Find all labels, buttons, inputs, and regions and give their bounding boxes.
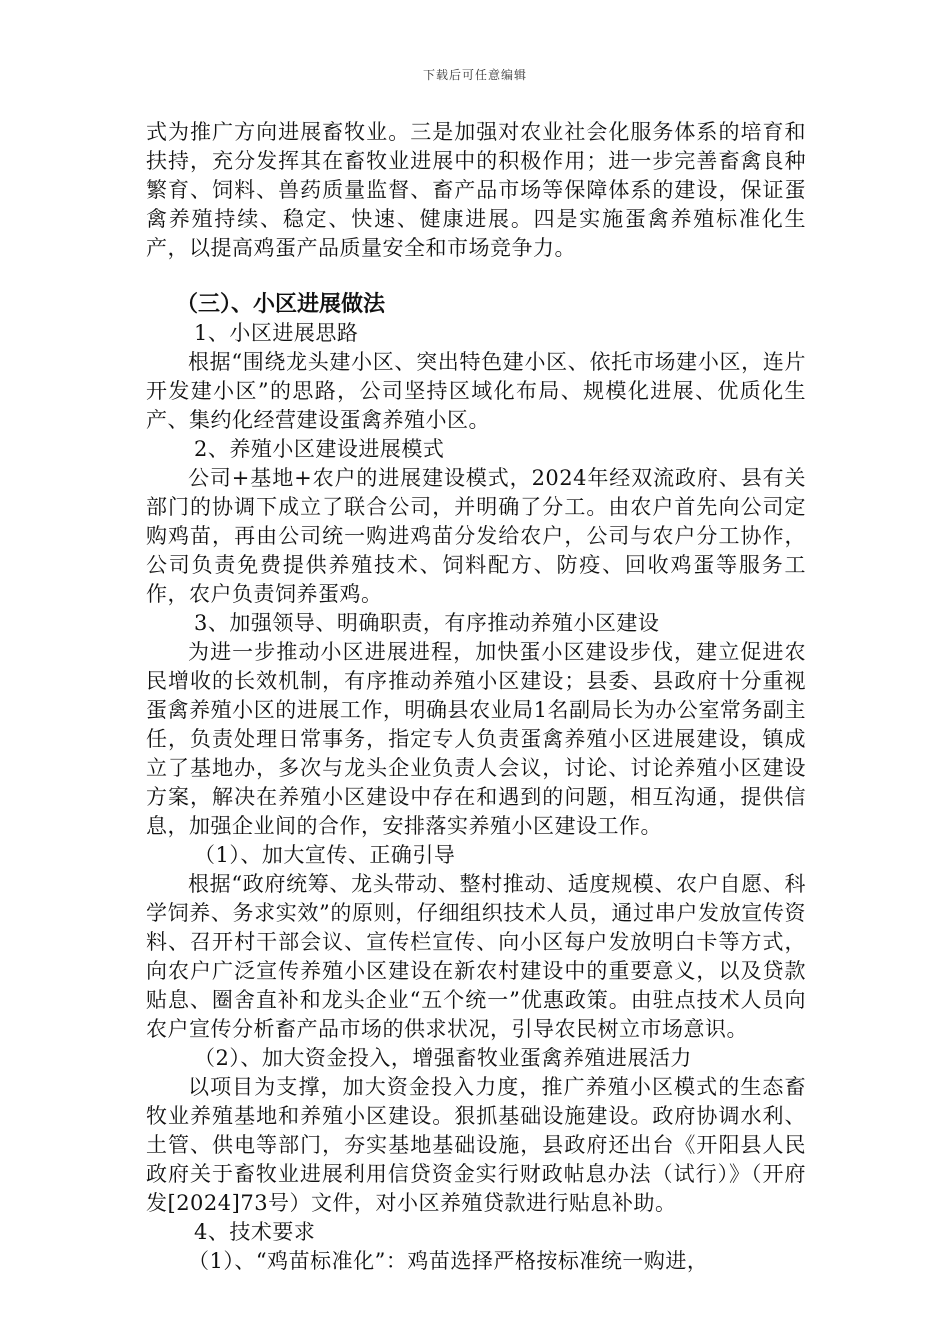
body-paragraph: 公司+基地+农户的进展建设模式，2024年经双流政府、县有关部门的协调下成立了联合公司，并明确了分工。由农户首先向公司定购鸡苗，再由公司统一购进鸡苗分发给农户，公司与农户分工协作，公司负责免费提供养殖技术、饲料配方、防疫、回收鸡蛋等服务工作，农户负责饲养蛋鸡。 [146, 466, 806, 606]
page-header-note: 下载后可任意编辑 [422, 68, 527, 82]
subsection-title: 2、养殖小区建设进展模式 [194, 437, 445, 461]
body-paragraph: 式为推广方向进展畜牧业。三是加强对农业社会化服务体系的培育和扶持，充分发挥其在畜牧业进展中的积极作用；进一步完善畜禽良种繁育、饲料、兽药质量监督、畜产品市场等保障体系的建设，保证蛋禽养殖持续、稳定、快速、健康进展。四是实施蛋禽养殖标准化生产，以提高鸡蛋产品质量安全和市场竞争力。 [146, 120, 806, 260]
subsection-title: 3、加强领导、明确职责，有序推动养殖小区建设 [194, 611, 660, 635]
subsection-title: （2）、加大资金投入，增强畜牧业蛋禽养殖进展活力 [194, 1046, 692, 1070]
body-paragraph: 根据“政府统筹、龙头带动、整村推动、适度规模、农户自愿、科学饲养、务求实效”的原则，仔细组织技术人员，通过串户发放宣传资料、召开村干部会议、宣传栏宣传、向小区每户发放明白卡等方式，向农户广泛宣传养殖小区建设在新农村建设中的重要意义，以及贷款贴息、圈舍直补和龙头企业“五个统一”优惠政策。由驻点技术人员向农户宣传分析畜产品市场的供求状况，引导农民树立市场意识。 [146, 872, 806, 1041]
section-heading: （三）、小区进展做法 [176, 291, 386, 317]
subsection-title: （1）、加大宣传、正确引导 [194, 843, 456, 867]
body-paragraph: 以项目为支撑，加大资金投入力度，推广养殖小区模式的生态畜牧业养殖基地和养殖小区建设。狠抓基础设施建设。政府协调水利、土管、供电等部门，夯实基地基础设施，县政府还出台《开阳县人民政府关于畜牧业进展利用信贷资金实行财政帖息办法（试行）》（开府发[2024]73号）文件，对小区养殖贷款进行贴息补助。 [146, 1075, 806, 1215]
body-paragraph: （1）、“鸡苗标准化”：鸡苗选择严格按标准统一购进， [188, 1249, 709, 1273]
body-paragraph: 为进一步推动小区进展进程，加快蛋小区建设步伐，建立促进农民增收的长效机制，有序推动养殖小区建设；县委、县政府十分重视蛋禽养殖小区的进展工作，明确县农业局1名副局长为办公室常务副主任，负责处理日常事务，指定专人负责蛋禽养殖小区进展建设，镇成立了基地办，多次与龙头企业负责人会议，讨论、讨论养殖小区建设方案，解决在养殖小区建设中存在和遇到的问题，相互沟通，提供信息，加强企业间的合作，安排落实养殖小区建设工作。 [146, 640, 806, 838]
subsection-title: 4、技术要求 [194, 1220, 316, 1244]
document-body [146, 118, 806, 1276]
subsection-title: 1、小区进展思路 [194, 321, 359, 345]
body-paragraph: 根据“围绕龙头建小区、突出特色建小区、依托市场建小区，连片开发建小区”的思路，公司坚持区域化布局、规模化进展、优质化生产、集约化经营建设蛋禽养殖小区。 [146, 350, 806, 432]
